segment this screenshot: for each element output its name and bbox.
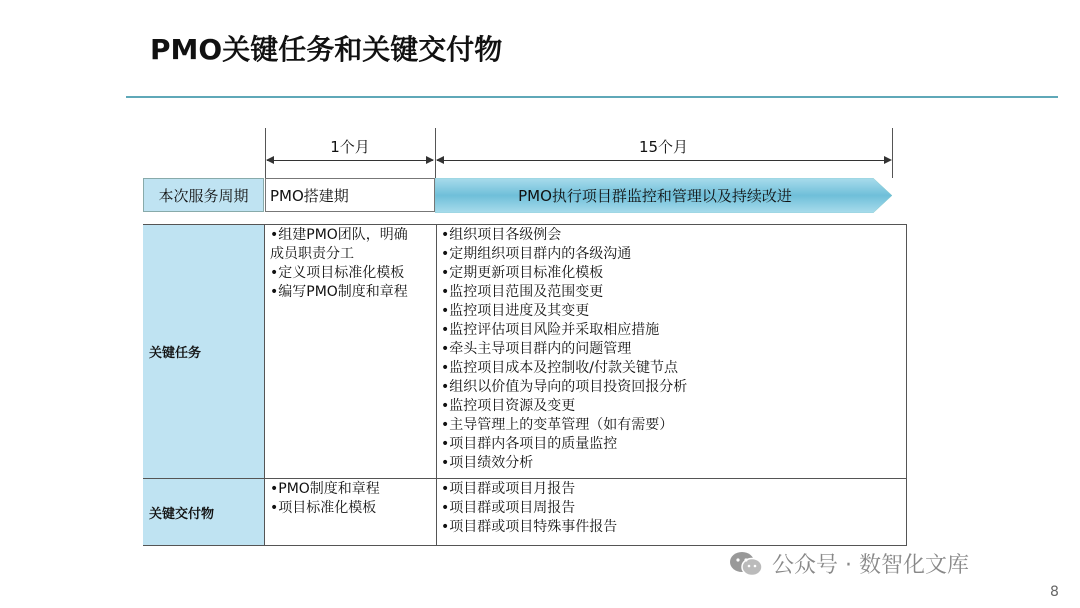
list-item: •定期组织项目群内的各级沟通 (441, 246, 632, 262)
tasks-phase2-list (441, 226, 687, 473)
list-item: •组建PMO团队，明确 (270, 227, 408, 243)
page-number: 8 (1050, 584, 1059, 600)
list-item: •牵头主导项目群内的问题管理 (441, 341, 632, 357)
phase1-name: PMO搭建期 (265, 178, 435, 212)
wechat-icon (728, 550, 764, 578)
key-tasks-label: 关键任务 (143, 225, 265, 478)
deliverables-phase1-list (270, 480, 380, 518)
list-item: 成员职责分工 (270, 246, 354, 262)
phase2-duration: 15个月 (638, 138, 689, 156)
column-separator (436, 224, 437, 546)
service-period-label: 本次服务周期 (143, 178, 264, 212)
phase1-dimension-line (267, 160, 433, 161)
key-deliverables-label: 关键交付物 (143, 479, 265, 545)
timeline-end-line (892, 128, 893, 178)
list-item: •监控项目成本及控制收/付款关键节点 (441, 360, 678, 376)
list-item: •组织以价值为导向的项目投资回报分析 (441, 379, 688, 395)
watermark-text: 公众号 · 数智化文库 (772, 553, 969, 578)
phase2-dimension-line (437, 160, 890, 161)
list-item: •定期更新项目标准化模板 (441, 265, 604, 281)
title-divider (126, 96, 1058, 98)
watermark (728, 548, 969, 579)
list-item: •定义项目标准化模板 (270, 265, 405, 281)
list-item: •项目群或项目周报告 (441, 500, 576, 516)
row-separator (143, 478, 907, 479)
phase1-right-arrow-icon (426, 156, 434, 164)
list-item: •项目标准化模板 (270, 500, 377, 516)
list-item: •组织项目各级例会 (441, 227, 562, 243)
list-item: •监控项目资源及变更 (441, 398, 576, 414)
phase1-left-arrow-icon (266, 156, 274, 164)
list-item: •编写PMO制度和章程 (270, 284, 408, 300)
list-item: •PMO制度和章程 (270, 481, 380, 497)
phase1-duration: 1个月 (330, 138, 370, 156)
phase2-left-arrow-icon (436, 156, 444, 164)
list-item: •监控评估项目风险并采取相应措施 (441, 322, 660, 338)
list-item: •项目群内各项目的质量监控 (441, 436, 618, 452)
tasks-phase1-list (270, 226, 408, 302)
list-item: •监控项目进度及其变更 (441, 303, 590, 319)
list-item: •项目绩效分析 (441, 455, 534, 471)
phase2-name: PMO执行项目群监控和管理以及持续改进 (518, 186, 792, 205)
phase2-right-arrow-icon (884, 156, 892, 164)
list-item: •项目群或项目月报告 (441, 481, 576, 497)
page-title: PMO关键任务和关键交付物 (150, 33, 503, 66)
list-item: •主导管理上的变革管理（如有需要） (441, 417, 674, 433)
list-item: •监控项目范围及范围变更 (441, 284, 604, 300)
deliverables-phase2-list (441, 480, 617, 537)
list-item: •项目群或项目特殊事件报告 (441, 519, 618, 535)
